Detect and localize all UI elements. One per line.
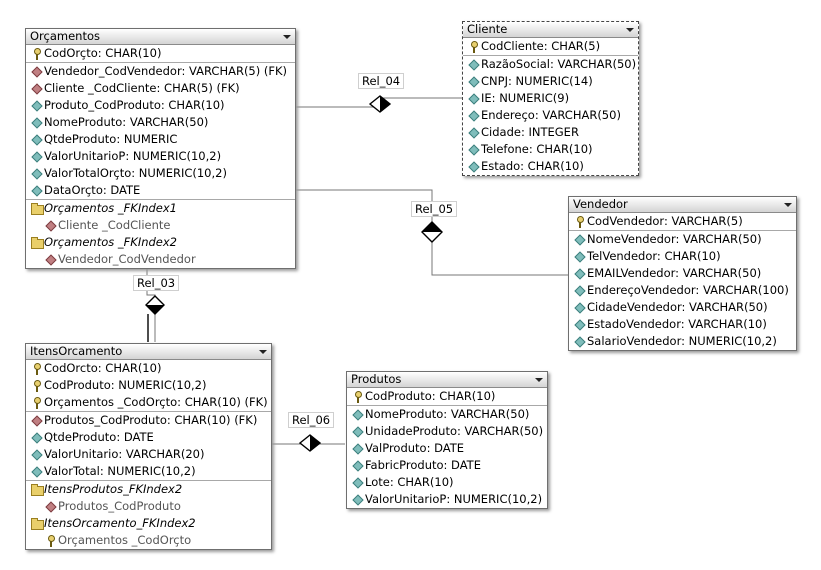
key-icon [44, 532, 58, 549]
attribute-row-label: Estado: CHAR(10) [481, 159, 584, 173]
pk-row-label: CodProduto: NUMERIC(10,2) [44, 378, 207, 392]
primary-key-section [463, 38, 638, 56]
rel-04-label[interactable]: Rel_04 [358, 73, 404, 89]
diamond-icon [467, 158, 481, 175]
attribute-row[interactable] [26, 80, 295, 97]
diamond-icon [573, 333, 587, 350]
attribute-row-label: ValorTotalOrçto: NUMERIC(10,2) [44, 166, 227, 180]
chevron-down-icon[interactable] [626, 28, 634, 32]
folder-icon [30, 481, 44, 498]
primary-key-section [26, 360, 271, 412]
attribute-row[interactable] [463, 158, 638, 175]
pk-row[interactable] [26, 394, 271, 411]
attribute-row[interactable] [26, 148, 295, 165]
attribute-row-label: Endereço: VARCHAR(50) [481, 108, 621, 122]
attribute-row-label: EndereçoVendedor: VARCHAR(100) [587, 283, 789, 297]
pk-row[interactable] [26, 360, 271, 377]
attribute-row-label: ValProduto: DATE [365, 441, 465, 455]
primary-key-section [347, 388, 547, 406]
table-header[interactable] [569, 197, 796, 213]
chevron-down-icon[interactable] [283, 35, 291, 39]
folder-icon [30, 234, 44, 251]
attributes-section [26, 412, 271, 481]
index-row-label: Orçamentos _FKIndex2 [44, 235, 177, 249]
diamond-icon [351, 406, 365, 423]
diamond-icon [351, 491, 365, 508]
table-header[interactable] [347, 372, 547, 388]
index-row-label: ItensOrcamento_FKIndex2 [44, 516, 196, 530]
index-column-row-label: Vendedor_CodVendedor [58, 252, 196, 266]
diamond-icon [30, 97, 44, 114]
attributes-section [463, 56, 638, 175]
chevron-down-icon[interactable] [784, 203, 792, 207]
pk-row[interactable] [463, 38, 638, 55]
pk-row-label: CodOrçto: CHAR(10) [44, 46, 162, 60]
rel-03-label[interactable]: Rel_03 [133, 275, 179, 291]
index-row[interactable] [26, 234, 295, 251]
attribute-row[interactable] [26, 97, 295, 114]
diamond-icon [467, 90, 481, 107]
attribute-row[interactable] [569, 231, 796, 248]
diamond-icon [351, 474, 365, 491]
attribute-row-label: EMAILVendedor: VARCHAR(50) [587, 266, 762, 280]
pk-row-label: CodCliente: CHAR(5) [481, 39, 601, 53]
index-row-label: Orçamentos _FKIndex1 [44, 201, 177, 215]
attribute-row[interactable] [26, 182, 295, 199]
attribute-row-label: Cidade: INTEGER [481, 125, 579, 139]
table-cliente[interactable] [462, 21, 639, 176]
fk-diamond-icon [44, 251, 58, 268]
diamond-icon [30, 446, 44, 463]
pk-row[interactable] [26, 45, 295, 62]
attribute-row-label: Produtos_CodProduto: CHAR(10) (FK) [44, 413, 258, 427]
chevron-down-icon[interactable] [535, 378, 543, 382]
key-icon [30, 360, 44, 377]
diamond-icon [351, 440, 365, 457]
index-row[interactable] [26, 515, 271, 532]
attribute-row[interactable] [347, 406, 547, 423]
indexes-section [26, 481, 271, 549]
attribute-row-label: ValorUnitarioP: NUMERIC(10,2) [44, 149, 222, 163]
diamond-icon [573, 316, 587, 333]
table-vendedor[interactable] [568, 196, 797, 351]
fk-diamond-icon [30, 63, 44, 80]
attribute-row[interactable] [26, 463, 271, 480]
diamond-icon [467, 124, 481, 141]
index-row[interactable] [26, 481, 271, 498]
attribute-row[interactable] [463, 90, 638, 107]
attribute-row-label: DataOrçto: DATE [44, 183, 141, 197]
diamond-icon [30, 148, 44, 165]
attribute-row-label: ValorUnitario: VARCHAR(20) [44, 447, 205, 461]
attribute-row[interactable] [463, 107, 638, 124]
pk-row-label: CodOrcto: CHAR(10) [44, 361, 162, 375]
attribute-row-label: Vendedor_CodVendedor: VARCHAR(5) (FK) [44, 64, 288, 78]
diamond-icon [573, 299, 587, 316]
diamond-icon [573, 248, 587, 265]
index-column-row[interactable] [26, 532, 271, 549]
attribute-row-label: NomeProduto: VARCHAR(50) [365, 407, 530, 421]
attribute-row-label: Lote: CHAR(10) [365, 475, 454, 489]
table-title: ItensOrcamento [30, 344, 123, 358]
attribute-row-label: CidadeVendedor: VARCHAR(50) [587, 300, 768, 314]
diamond-icon [467, 141, 481, 158]
pk-row-label: CodProduto: CHAR(10) [365, 389, 496, 403]
attribute-row-label: Produto_CodProduto: CHAR(10) [44, 98, 225, 112]
attribute-row-label: FabricProduto: DATE [365, 458, 481, 472]
attributes-section [26, 63, 295, 200]
attribute-row[interactable] [26, 446, 271, 463]
diamond-icon [30, 429, 44, 446]
attribute-row[interactable] [26, 429, 271, 446]
attribute-row[interactable] [26, 63, 295, 80]
fk-diamond-icon [44, 217, 58, 234]
attribute-row[interactable] [569, 265, 796, 282]
index-column-row[interactable] [26, 498, 271, 515]
attribute-row[interactable] [347, 440, 547, 457]
attribute-row[interactable] [26, 412, 271, 429]
attribute-row[interactable] [26, 131, 295, 148]
folder-icon [30, 515, 44, 532]
pk-row-label: CodVendedor: VARCHAR(5) [587, 214, 743, 228]
folder-icon [30, 200, 44, 217]
attribute-row[interactable] [569, 248, 796, 265]
attribute-row[interactable] [569, 282, 796, 299]
attribute-row[interactable] [347, 474, 547, 491]
attribute-row[interactable] [26, 114, 295, 131]
index-column-row-label: Cliente _CodCliente [58, 218, 171, 232]
table-title: Produtos [351, 372, 402, 386]
primary-key-section [569, 213, 796, 231]
attribute-row-label: ValorUnitarioP: NUMERIC(10,2) [365, 492, 543, 506]
index-column-row-label: Produtos_CodProduto [58, 499, 181, 513]
table-header[interactable] [463, 22, 638, 38]
fk-diamond-icon [30, 80, 44, 97]
diamond-icon [30, 131, 44, 148]
attribute-row-label: NomeProduto: VARCHAR(50) [44, 115, 209, 129]
diamond-icon [30, 165, 44, 182]
key-icon [30, 45, 44, 62]
index-row-label: ItensProdutos_FKIndex2 [44, 482, 183, 496]
fk-diamond-icon [44, 498, 58, 515]
diamond-icon [573, 265, 587, 282]
index-column-row[interactable] [26, 217, 295, 234]
attributes-section [569, 231, 796, 350]
attribute-row-label: SalarioVendedor: NUMERIC(10,2) [587, 334, 777, 348]
attribute-row[interactable] [463, 124, 638, 141]
diamond-icon [573, 231, 587, 248]
diamond-icon [467, 73, 481, 90]
attribute-row-label: RazãoSocial: VARCHAR(50) [481, 57, 637, 71]
attribute-row[interactable] [463, 141, 638, 158]
key-icon [467, 38, 481, 55]
rel-05-label[interactable]: Rel_05 [411, 201, 457, 217]
fk-diamond-icon [30, 412, 44, 429]
attribute-row-label: CNPJ: NUMERIC(14) [481, 74, 593, 88]
attribute-row[interactable] [569, 316, 796, 333]
diamond-icon [30, 463, 44, 480]
indexes-section [26, 200, 295, 268]
attribute-row-label: Telefone: CHAR(10) [481, 142, 593, 156]
index-column-row[interactable] [26, 251, 295, 268]
pk-row[interactable] [569, 213, 796, 230]
attribute-row-label: QtdeProduto: DATE [44, 430, 154, 444]
attribute-row-label: UnidadeProduto: VARCHAR(50) [365, 424, 544, 438]
chevron-down-icon[interactable] [259, 350, 267, 354]
table-orcamentos[interactable] [25, 28, 296, 269]
table-produtos[interactable] [346, 371, 548, 509]
attribute-row[interactable] [463, 56, 638, 73]
attribute-row[interactable] [347, 491, 547, 508]
table-title: Orçamentos [30, 29, 100, 43]
key-icon [30, 377, 44, 394]
attribute-row-label: TelVendedor: CHAR(10) [587, 249, 721, 263]
diamond-icon [30, 114, 44, 131]
pk-row-label: Orçamentos _CodOrçto: CHAR(10) (FK) [44, 395, 268, 409]
key-icon [573, 213, 587, 230]
diamond-icon [30, 182, 44, 199]
key-icon [351, 388, 365, 405]
attribute-row-label: Cliente _CodCliente: CHAR(5) (FK) [44, 81, 240, 95]
attribute-row[interactable] [347, 457, 547, 474]
key-icon [30, 394, 44, 411]
attribute-row-label: NomeVendedor: VARCHAR(50) [587, 232, 762, 246]
attribute-row-label: ValorTotal: NUMERIC(10,2) [44, 464, 196, 478]
index-row[interactable] [26, 200, 295, 217]
attribute-row-label: EstadoVendedor: VARCHAR(10) [587, 317, 767, 331]
attribute-row[interactable] [569, 333, 796, 350]
table-itens-orcamento[interactable] [25, 343, 272, 550]
index-column-row-label: Orçamentos _CodOrçto [58, 533, 192, 547]
table-title: Vendedor [573, 197, 628, 211]
attribute-row[interactable] [569, 299, 796, 316]
table-header[interactable] [26, 344, 271, 360]
attributes-section [347, 406, 547, 508]
primary-key-section [26, 45, 295, 63]
diamond-icon [351, 423, 365, 440]
table-header[interactable] [26, 29, 295, 45]
attribute-row[interactable] [26, 165, 295, 182]
attribute-row-label: IE: NUMERIC(9) [481, 91, 570, 105]
attribute-row[interactable] [463, 73, 638, 90]
diamond-icon [467, 107, 481, 124]
diamond-icon [467, 56, 481, 73]
rel-06-label[interactable]: Rel_06 [288, 412, 334, 428]
diamond-icon [351, 457, 365, 474]
attribute-row[interactable] [347, 423, 547, 440]
table-title: Cliente [467, 22, 508, 36]
pk-row[interactable] [26, 377, 271, 394]
diamond-icon [573, 282, 587, 299]
attribute-row-label: QtdeProduto: NUMERIC [44, 132, 178, 146]
pk-row[interactable] [347, 388, 547, 405]
